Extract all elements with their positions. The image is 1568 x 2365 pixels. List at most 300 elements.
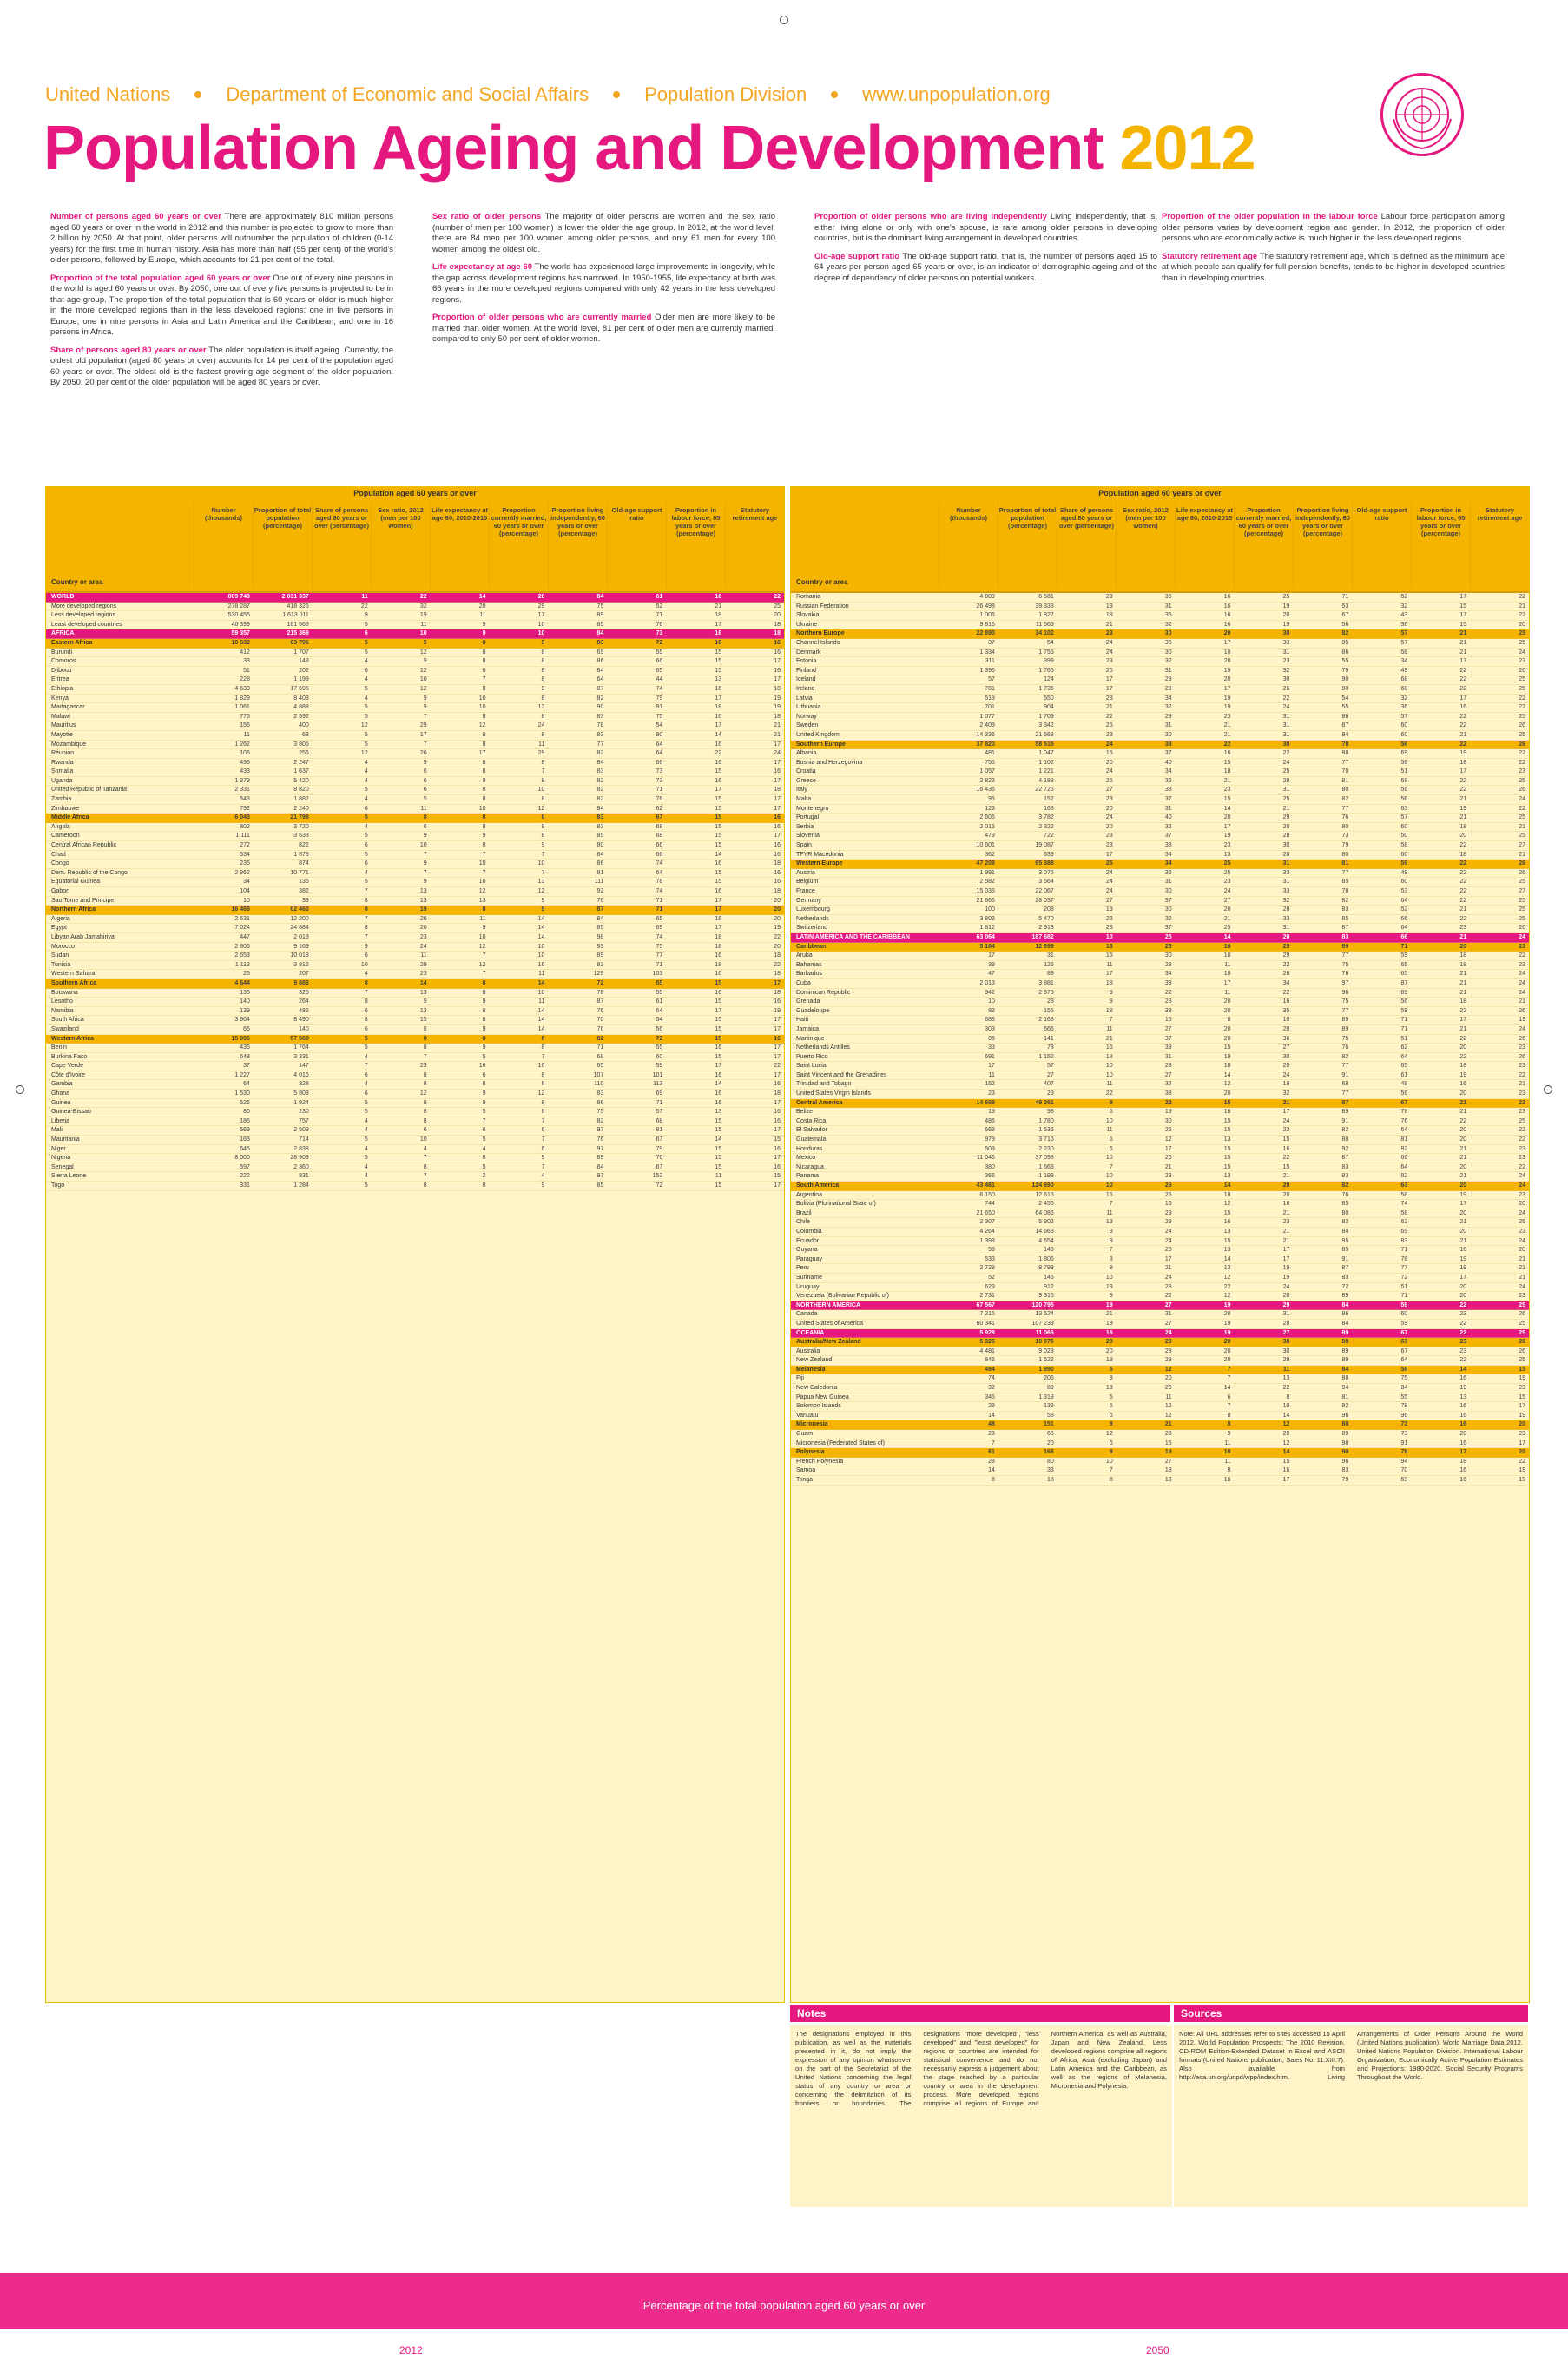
table-cell: 23 xyxy=(1105,842,1113,849)
table-cell: 26 xyxy=(1164,1247,1172,1254)
table-cell: 31 xyxy=(1164,879,1172,886)
table-cell: 23 xyxy=(1519,1099,1526,1106)
table-cell: 1 806 xyxy=(1038,1255,1054,1262)
table-cell: 13 xyxy=(419,989,427,996)
table-cell: 7 xyxy=(423,869,427,876)
table-cell: 9 xyxy=(482,777,486,784)
table-cell: 23 xyxy=(419,933,427,940)
table-cell: 1 764 xyxy=(293,1044,309,1051)
column-headers xyxy=(194,503,784,589)
country-name: Papua New Guinea xyxy=(796,1393,849,1400)
table-cell: 17 xyxy=(715,906,722,913)
table-cell: 20 xyxy=(1282,1191,1290,1198)
table-cell: 25 xyxy=(1519,814,1526,821)
table-cell: 9 169 xyxy=(293,943,309,950)
country-name: Jamaica xyxy=(796,1025,820,1032)
table-cell: 5 xyxy=(364,1099,368,1106)
table-cell: 24 xyxy=(1282,1117,1290,1124)
country-name: Senegal xyxy=(51,1163,74,1170)
table-cell: 5 xyxy=(364,741,368,748)
table-cell: 12 699 xyxy=(1035,943,1054,950)
table-cell: 113 xyxy=(653,1081,663,1088)
table-cell: 80 xyxy=(1341,823,1349,830)
table-cell: 11 xyxy=(1106,961,1113,968)
table-cell: 366 xyxy=(985,1173,995,1180)
table-cell: 186 xyxy=(240,1117,250,1124)
table-cell: 5 xyxy=(364,1109,368,1116)
table-cell: 71 xyxy=(656,961,663,968)
table-cell: 82 xyxy=(1400,1173,1408,1180)
table-cell: 56 xyxy=(1400,1090,1408,1097)
table-cell: 21 xyxy=(1519,851,1526,858)
table-cell: 11 xyxy=(479,612,486,619)
country-name: Burundi xyxy=(51,649,73,655)
table-cell: 24 xyxy=(1164,1228,1172,1235)
table-cell: 23 xyxy=(1519,1191,1526,1198)
table-cell: 72 xyxy=(656,1035,663,1042)
table-row xyxy=(46,1117,784,1127)
table-cell: 21 xyxy=(1459,1099,1467,1106)
table-cell: 22 xyxy=(1519,695,1526,702)
data-table-right xyxy=(790,486,1530,2003)
table-cell: 27 xyxy=(1164,1025,1172,1032)
table-cell: 89 xyxy=(1047,971,1054,978)
intro-heading: Share of persons aged 80 years or over xyxy=(50,345,207,355)
table-cell: 79 xyxy=(1341,667,1349,674)
table-cell: 123 xyxy=(985,805,995,812)
table-cell: 63 796 xyxy=(290,639,309,646)
table-row xyxy=(791,629,1529,639)
table-cell: 15 xyxy=(715,1025,722,1032)
table-cell: 69 xyxy=(1400,1477,1408,1483)
intro-text: The old-age support ratio, that is, the number of persons aged 15 to 64 years per person aged 65 years or over, is an indicator of demographic ageing and of the degree of dependency of older persons on potential workers. xyxy=(814,251,1158,283)
table-cell: 8 xyxy=(541,667,545,674)
country-name: Guinea xyxy=(51,1099,71,1106)
table-cell: 24 xyxy=(1282,759,1290,766)
table-cell: 76 xyxy=(596,1025,604,1032)
column-header: Sex ratio, 2012 (men per 100 women) xyxy=(1116,503,1175,589)
table-row xyxy=(791,1136,1529,1145)
table-cell: 25 xyxy=(243,971,250,978)
table-cell: 20 xyxy=(1105,823,1113,830)
table-row xyxy=(46,887,784,897)
table-cell: 43 xyxy=(1400,612,1408,619)
table-cell: 71 xyxy=(596,1044,604,1051)
table-row xyxy=(46,906,784,915)
table-cell: 19 xyxy=(774,695,781,702)
column-header: Sex ratio, 2012 (men per 100 women) xyxy=(371,503,430,589)
table-cell: 8 xyxy=(541,658,545,665)
country-name: Bosnia and Herzegovina xyxy=(796,759,863,766)
table-cell: 382 xyxy=(299,888,309,894)
table-cell: 39 xyxy=(988,961,995,968)
maps-title: Percentage of the total population aged 60 years or over xyxy=(642,2299,926,2312)
table-cell: 86 xyxy=(1341,1311,1349,1318)
table-cell: 19 xyxy=(1519,1017,1526,1024)
country-name: Sweden xyxy=(796,722,819,729)
table-cell: 97 xyxy=(596,1127,604,1134)
table-cell: 16 xyxy=(715,639,722,646)
table-cell: 76 xyxy=(596,1007,604,1014)
table-cell: 55 xyxy=(656,989,663,996)
table-cell: 8 xyxy=(423,814,427,821)
table-cell: 22 xyxy=(1282,695,1290,702)
table-cell: 83 xyxy=(1341,906,1349,913)
table-cell: 20 xyxy=(774,906,781,913)
table-cell: 16 xyxy=(774,768,781,775)
table-cell: 7 xyxy=(541,1053,545,1060)
table-cell: 168 xyxy=(1044,1449,1054,1456)
separator-dot xyxy=(831,91,838,98)
table-cell: 15 xyxy=(1519,1366,1526,1373)
table-cell: 79 xyxy=(1341,1477,1349,1483)
website-link[interactable]: www.unpopulation.org xyxy=(862,83,1051,105)
table-cell: 2 331 xyxy=(234,787,250,794)
table-cell: 22 xyxy=(774,933,781,940)
table-cell: 9 xyxy=(1109,1421,1113,1428)
table-cell: 6 xyxy=(364,667,368,674)
table-cell: 18 xyxy=(774,971,781,978)
table-cell: 15 xyxy=(715,1053,722,1060)
table-cell: 17 xyxy=(478,750,486,757)
table-cell: 33 xyxy=(243,658,250,665)
intro-heading: Proportion of the older population in the labour force xyxy=(1162,212,1378,221)
table-cell: 24 xyxy=(1519,933,1526,940)
table-cell: 1 111 xyxy=(235,833,250,840)
table-cell: 8 xyxy=(1227,1017,1231,1024)
table-cell: 22 890 xyxy=(976,630,995,637)
table-cell: 57 xyxy=(1400,814,1408,821)
table-cell: 17 xyxy=(537,612,545,619)
table-cell: 5 xyxy=(364,814,368,821)
table-row xyxy=(46,952,784,961)
table-cell: 20 xyxy=(1047,1439,1054,1446)
table-cell: 8 xyxy=(541,759,545,766)
table-cell: 111 xyxy=(594,879,604,886)
table-cell: 3 342 xyxy=(1038,722,1054,729)
table-cell: 20 xyxy=(1282,1293,1290,1300)
table-cell: 77 xyxy=(1341,1090,1349,1097)
table-cell: 6 xyxy=(364,1025,368,1032)
table-cell: 519 xyxy=(985,695,995,702)
table-cell: 15 xyxy=(715,1145,722,1152)
country-name: Southern Europe xyxy=(796,741,846,748)
table-cell: 7 xyxy=(423,1173,427,1180)
table-cell: 58 xyxy=(988,1247,995,1254)
table-cell: 8 799 xyxy=(1038,1265,1054,1272)
table-header xyxy=(791,487,1529,593)
table-cell: 15 036 xyxy=(976,888,995,894)
table-cell: 1 199 xyxy=(1038,1173,1054,1180)
table-cell: 23 xyxy=(1519,1228,1526,1235)
table-cell: 30 xyxy=(1164,731,1172,738)
table-cell: 12 xyxy=(1164,1366,1172,1373)
table-cell: 82 xyxy=(1341,897,1349,904)
table-cell: 52 xyxy=(656,603,663,609)
table-cell: 8 xyxy=(541,1071,545,1078)
table-cell: 25 xyxy=(1223,860,1231,867)
table-cell: 84 xyxy=(1341,1228,1349,1235)
table-cell: 9 xyxy=(1109,1099,1113,1106)
column-header: Share of persons aged 80 years or over (percentage) xyxy=(312,503,371,589)
table-cell: 17 xyxy=(1105,685,1113,692)
table-cell: 6 xyxy=(364,842,368,849)
table-row xyxy=(46,749,784,759)
table-row xyxy=(791,1145,1529,1155)
table-row xyxy=(46,759,784,768)
table-cell: 17 xyxy=(774,833,781,840)
table-cell: 89 xyxy=(596,1155,604,1162)
table-row xyxy=(791,621,1529,630)
country-name: Costa Rica xyxy=(796,1117,827,1124)
table-cell: 11 xyxy=(1224,989,1231,996)
table-cell: 29 xyxy=(1164,1219,1172,1226)
table-cell: 81 xyxy=(1400,1136,1408,1143)
table-cell: 55 xyxy=(656,649,663,655)
table-cell: 63 xyxy=(1400,805,1408,812)
table-cell: 17 xyxy=(1519,1403,1526,1410)
table-cell: 23 xyxy=(1519,1063,1526,1070)
table-cell: 56 xyxy=(1400,741,1408,748)
table-cell: 14 xyxy=(1223,1255,1231,1262)
country-name: Suriname xyxy=(796,1274,822,1281)
table-cell: 148 xyxy=(299,658,309,665)
table-cell: 17 xyxy=(1105,971,1113,978)
table-cell: 6 581 xyxy=(1038,594,1054,600)
country-name: Colombia xyxy=(796,1228,822,1235)
table-cell: 31 xyxy=(1282,787,1290,794)
country-name: Peru xyxy=(796,1265,809,1272)
table-row xyxy=(46,1145,784,1155)
table-cell: 5 470 xyxy=(1038,915,1054,922)
table-row xyxy=(46,961,784,971)
table-row xyxy=(791,851,1529,860)
country-name: Malta xyxy=(796,796,812,803)
table-cell: 31 xyxy=(1164,603,1172,609)
table-cell: 106 xyxy=(240,750,250,757)
table-cell: 84 xyxy=(596,667,604,674)
table-cell: 15 xyxy=(715,869,722,876)
table-cell: 17 xyxy=(1459,1274,1467,1281)
table-cell: 12 xyxy=(1223,1081,1231,1088)
table-cell: 16 xyxy=(774,998,781,1005)
table-cell: 21 xyxy=(1105,704,1113,711)
table-row xyxy=(791,989,1529,998)
table-cell: 15 xyxy=(1105,750,1113,757)
table-row xyxy=(791,786,1529,795)
table-cell: 29 xyxy=(1164,713,1172,720)
table-row xyxy=(791,1320,1529,1329)
table-cell: 7 215 xyxy=(979,1311,995,1318)
table-cell: 5 xyxy=(364,851,368,858)
table-cell: 33 xyxy=(1282,915,1290,922)
table-cell: 23 xyxy=(1223,879,1231,886)
table-cell: 22 xyxy=(1459,787,1467,794)
table-cell: 17 xyxy=(774,979,781,986)
table-cell: 63 xyxy=(1400,1339,1408,1346)
table-cell: 33 xyxy=(1282,869,1290,876)
table-cell: 22 xyxy=(1459,1301,1467,1308)
table-cell: 66 xyxy=(1400,1155,1408,1162)
country-name: Mexico xyxy=(796,1155,816,1162)
table-cell: 1 113 xyxy=(234,961,250,968)
table-cell: 85 xyxy=(596,925,604,932)
table-cell: 2 731 xyxy=(979,1293,995,1300)
table-row xyxy=(791,1016,1529,1025)
table-cell: 31 xyxy=(1164,722,1172,729)
table-cell: 34 xyxy=(1164,768,1172,775)
table-cell: 68 xyxy=(656,833,663,840)
table-cell: 71 xyxy=(1400,1247,1408,1254)
table-row xyxy=(46,878,784,887)
table-cell: 13 xyxy=(419,1007,427,1014)
table-cell: 27 xyxy=(1282,1329,1290,1336)
table-row xyxy=(791,1466,1529,1476)
table-row xyxy=(791,667,1529,676)
country-name: Slovakia xyxy=(796,612,820,619)
table-cell: 85 xyxy=(596,833,604,840)
table-cell: 65 xyxy=(1400,961,1408,968)
table-cell: 13 xyxy=(1223,1228,1231,1235)
column-header: Proportion living independently, 60 years or over (percentage) xyxy=(548,503,607,589)
table-cell: 18 xyxy=(1459,851,1467,858)
table-cell: 95 xyxy=(988,796,995,803)
table-row xyxy=(46,1062,784,1071)
table-cell: 21 xyxy=(774,731,781,738)
table-cell: 66 xyxy=(1400,933,1408,940)
country-name: Lithuania xyxy=(796,704,821,711)
table-cell: 1 735 xyxy=(1038,685,1054,692)
table-cell: 6 xyxy=(364,805,368,812)
table-cell: 64 xyxy=(1400,1053,1408,1060)
table-cell: 18 xyxy=(715,704,722,711)
table-cell: 9 xyxy=(541,685,545,692)
table-cell: 35 xyxy=(1164,612,1172,619)
table-cell: 1 924 xyxy=(293,1099,309,1106)
table-cell: 11 xyxy=(1106,1127,1113,1134)
table-row xyxy=(791,795,1529,805)
table-cell: 8 xyxy=(541,814,545,821)
table-cell: 64 xyxy=(656,1007,663,1014)
table-cell: 163 xyxy=(240,1136,250,1143)
table-cell: 16 xyxy=(1223,1477,1231,1483)
table-cell: 28 xyxy=(1282,1025,1290,1032)
country-name: Côte d'Ivoire xyxy=(51,1071,86,1078)
table-row xyxy=(791,998,1529,1007)
table-row xyxy=(791,749,1529,759)
table-row xyxy=(791,767,1529,777)
table-cell: 65 xyxy=(1400,971,1408,978)
table-cell: 82 xyxy=(596,750,604,757)
table-cell: 18 xyxy=(774,685,781,692)
country-name: Uganda xyxy=(51,777,73,784)
table-cell: 32 xyxy=(1164,704,1172,711)
table-row xyxy=(46,851,784,860)
table-cell: 15 xyxy=(1459,621,1467,628)
country-name: Romania xyxy=(796,594,821,600)
table-cell: 8 xyxy=(541,1035,545,1042)
table-cell: 87 xyxy=(1341,925,1349,932)
table-cell: 11 xyxy=(1283,1366,1290,1373)
country-name: Puerto Rico xyxy=(796,1053,828,1060)
country-name: Russian Federation xyxy=(796,603,849,609)
table-cell: 2 322 xyxy=(1038,823,1054,830)
table-cell: 23 xyxy=(1223,713,1231,720)
table-cell: 24 xyxy=(1105,888,1113,894)
table-cell: 235 xyxy=(240,860,250,867)
table-cell: 7 xyxy=(423,1053,427,1060)
table-cell: 1 536 xyxy=(1038,1127,1054,1134)
table-cell: 10 xyxy=(1223,952,1231,959)
table-cell: 25 xyxy=(1519,676,1526,683)
table-row xyxy=(46,675,784,685)
table-cell: 21 xyxy=(1459,731,1467,738)
table-cell: 3 806 xyxy=(293,741,309,748)
table-cell: 12 xyxy=(478,961,486,968)
table-cell: 89 xyxy=(1400,989,1408,996)
table-cell: 533 xyxy=(985,1255,995,1262)
table-cell: 25 xyxy=(1519,713,1526,720)
table-row xyxy=(46,1007,784,1017)
country-name: Samoa xyxy=(796,1467,816,1474)
table-cell: 18 xyxy=(774,989,781,996)
table-cell: 56 xyxy=(1341,621,1349,628)
table-cell: 14 xyxy=(537,1007,545,1014)
table-cell: 61 xyxy=(656,998,663,1005)
table-cell: 639 xyxy=(1044,851,1054,858)
table-cell: 11 xyxy=(538,998,545,1005)
table-cell: 802 xyxy=(240,823,250,830)
country-name: Brazil xyxy=(796,1209,812,1216)
table-cell: 26 xyxy=(1519,860,1526,867)
table-cell: 8 xyxy=(423,1117,427,1124)
table-cell: 34 xyxy=(1400,658,1408,665)
table-cell: 92 xyxy=(596,961,604,968)
table-cell: 32 xyxy=(419,603,427,609)
table-cell: 207 xyxy=(299,971,309,978)
table-cell: 24 xyxy=(1519,1237,1526,1244)
table-cell: 64 086 xyxy=(1035,1209,1054,1216)
table-cell: 1 396 xyxy=(979,667,995,674)
table-cell: 37 xyxy=(243,1063,250,1070)
table-row xyxy=(791,832,1529,841)
table-cell: 24 xyxy=(1223,888,1231,894)
table-row xyxy=(791,1420,1529,1430)
table-cell: 23 xyxy=(1105,594,1113,600)
table-row xyxy=(791,1246,1529,1255)
table-cell: 55 xyxy=(1341,658,1349,665)
table-cell: 2 307 xyxy=(979,1219,995,1226)
table-cell: 10 xyxy=(1105,1182,1113,1189)
table-cell: 58 xyxy=(1400,1209,1408,1216)
country-name: Mozambique xyxy=(51,741,87,748)
table-cell: 23 xyxy=(419,1063,427,1070)
table-row xyxy=(791,1090,1529,1099)
table-cell: 14 xyxy=(1223,1385,1231,1392)
country-name: Namibia xyxy=(51,1007,74,1014)
title-year: 2012 xyxy=(1119,114,1255,183)
table-cell: 66 xyxy=(656,851,663,858)
table-cell: 6 xyxy=(541,1109,545,1116)
table-cell: 71 xyxy=(1400,943,1408,950)
table-cell: 11 xyxy=(479,915,486,922)
country-name: Botswana xyxy=(51,989,78,996)
table-row xyxy=(46,621,784,630)
table-cell: 28 xyxy=(1164,1283,1172,1290)
table-cell: 16 xyxy=(478,1063,486,1070)
country-name: Swaziland xyxy=(51,1025,79,1032)
table-cell: 61 xyxy=(1400,1071,1408,1078)
